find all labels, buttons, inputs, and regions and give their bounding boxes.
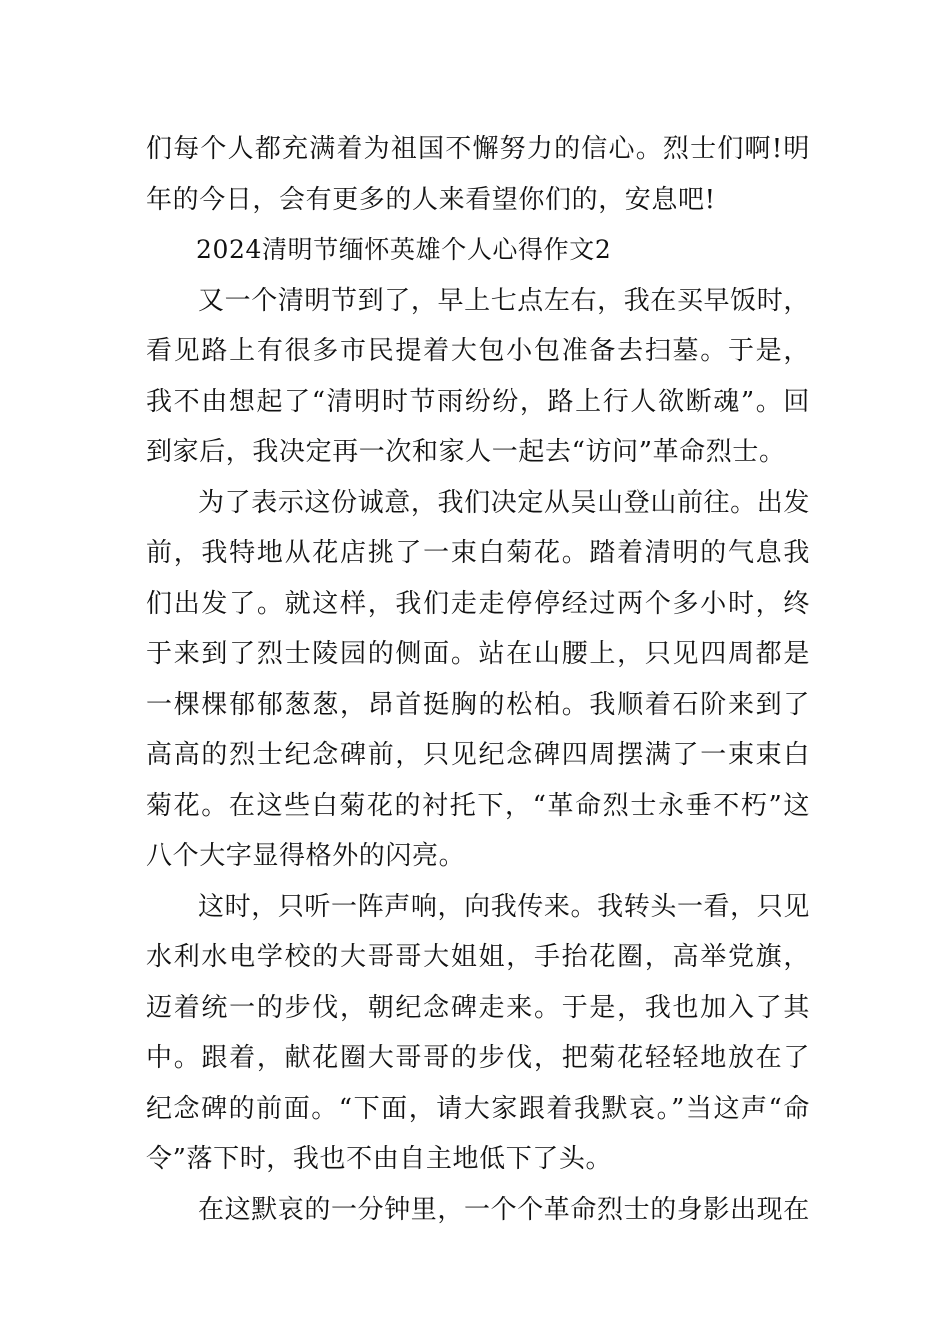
- document-body: [146, 124, 810, 1235]
- section-heading: 2024清明节缅怀英雄个人心得作文2: [196, 235, 612, 264]
- paragraph-ceremony: 这时，只听一阵声响，向我传来。我转头一看，只见水利水电学校的大哥哥大姐姐，手抬花圈，高举党旗，迈着统一的步伐，朝纪念碑走来。于是，我也加入了其中。跟着，献花圈大哥哥的步伐，把菊花轻轻地放在了纪念碑的前面。“下面，请大家跟着我默哀。”当这声“命令”落下时，我也不由自主地低下了头。: [146, 891, 810, 1174]
- paragraph-silence: 在这默哀的一分钟里，一个个革命烈士的身影出现在: [198, 1194, 810, 1225]
- paragraph-qingming-morning: 又一个清明节到了，早上七点左右，我在买早饭时，看见路上有很多市民提着大包小包准备去扫墓。于是，我不由想起了“清明时节雨纷纷，路上行人欲断魂”。回到家后，我决定再一次和家人一起去“访问”革命烈士。: [146, 285, 810, 467]
- paragraph-continuation: 们每个人都充满着为祖国不懈努力的信心。烈士们啊!明年的今日，会有更多的人来看望你们的，安息吧!: [146, 134, 810, 215]
- paragraph-mountain-journey: 为了表示这份诚意，我们决定从吴山登山前往。出发前，我特地从花店挑了一束白菊花。踏着清明的气息我们出发了。就这样，我们走走停停经过两个多小时，终于来到了烈士陵园的侧面。站在山腰上，只见四周都是一棵棵郁郁葱葱，昂首挺胸的松柏。我顺着石阶来到了高高的烈士纪念碑前，只见纪念碑四周摆满了一束束白菊花。在这些白菊花的衬托下，“革命烈士永垂不朽”这八个大字显得格外的闪亮。: [146, 487, 810, 871]
